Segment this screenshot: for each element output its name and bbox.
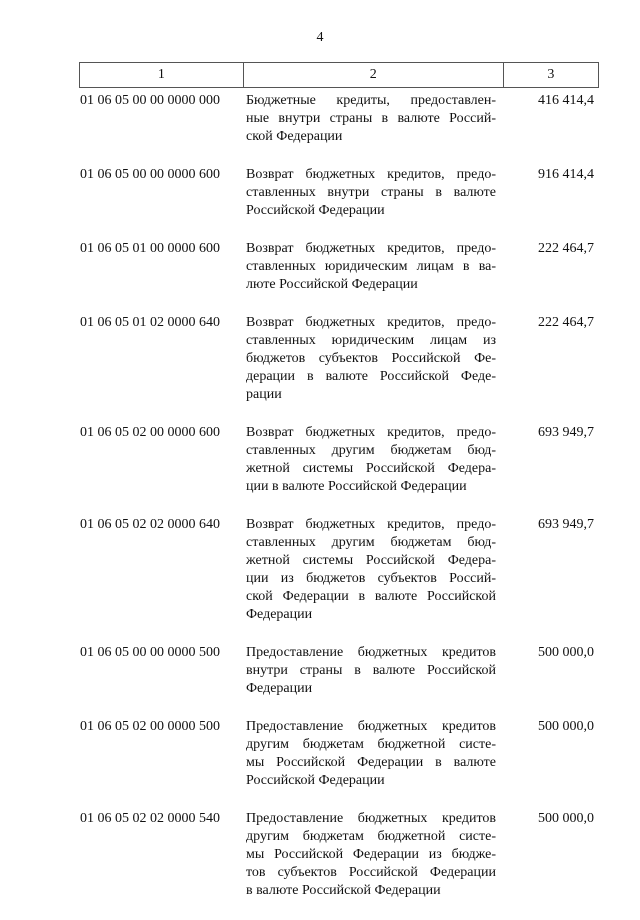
description-line: Бюджетные кредиты, предоставлен-: [246, 93, 496, 108]
description-line: мы Российской Федерации в валюте: [246, 755, 496, 770]
column-header-3: 3: [503, 63, 598, 88]
description-line: ставленных юридическим лицам из: [246, 333, 496, 348]
amount-value: 500 000,0: [538, 811, 594, 826]
item-description: [246, 240, 496, 294]
table-row: [80, 516, 600, 624]
amount-value: 500 000,0: [538, 719, 594, 734]
item-description: [246, 644, 496, 698]
description-line: Предоставление бюджетных кредитов: [246, 811, 496, 826]
item-description: [246, 810, 496, 900]
description-line: Возврат бюджетных кредитов, предо-: [246, 315, 496, 330]
description-line: Возврат бюджетных кредитов, предо-: [246, 241, 496, 256]
description-line: другим бюджетам бюджетной систе-: [246, 737, 496, 752]
table-row: [80, 644, 600, 698]
description-line: люте Российской Федерации: [246, 277, 418, 292]
description-line: Возврат бюджетных кредитов, предо-: [246, 167, 496, 182]
description-line: Возврат бюджетных кредитов, предо-: [246, 425, 496, 440]
description-line: жетной системы Российской Федера-: [246, 553, 496, 568]
description-line: Федерации: [246, 607, 313, 622]
amount-value: 500 000,0: [538, 645, 594, 660]
item-description: [246, 516, 496, 624]
description-line: дерации в валюте Российской Феде-: [246, 369, 496, 384]
description-line: рации: [246, 387, 282, 402]
budget-code: 01 06 05 02 00 0000 600: [80, 425, 220, 440]
description-line: Возврат бюджетных кредитов, предо-: [246, 517, 496, 532]
table-row: [80, 810, 600, 900]
amount-value: 693 949,7: [538, 517, 594, 532]
description-line: Федерации: [246, 681, 313, 696]
amount-value: 916 414,4: [538, 167, 594, 182]
table-body: [80, 92, 600, 920]
item-description: [246, 718, 496, 790]
description-line: ставленных юридическим лицам в ва-: [246, 259, 496, 274]
description-line: ции в валюте Российской Федерации: [246, 479, 467, 494]
description-line: в валюте Российской Федерации: [246, 883, 441, 898]
description-line: мы Российской Федерации из бюдже-: [246, 847, 496, 862]
description-line: ской Федерации: [246, 129, 343, 144]
budget-code: 01 06 05 02 00 0000 500: [80, 719, 220, 734]
amount-value: 416 414,4: [538, 93, 594, 108]
table-row: [80, 314, 600, 404]
column-header-2: 2: [243, 63, 503, 88]
item-description: [246, 424, 496, 496]
budget-code: 01 06 05 02 02 0000 540: [80, 811, 220, 826]
column-header-1: 1: [80, 63, 244, 88]
description-line: Российской Федерации: [246, 773, 385, 788]
description-line: ции из бюджетов субъектов Россий-: [246, 571, 496, 586]
budget-code: 01 06 05 02 02 0000 640: [80, 517, 220, 532]
item-description: [246, 314, 496, 404]
budget-code: 01 06 05 00 00 0000 600: [80, 167, 220, 182]
budget-code: 01 06 05 00 00 0000 500: [80, 645, 220, 660]
description-line: Российской Федерации: [246, 203, 385, 218]
description-line: Предоставление бюджетных кредитов: [246, 719, 496, 734]
page-number: 4: [316, 30, 324, 45]
amount-value: 222 464,7: [538, 241, 594, 256]
table-header-row: [80, 63, 599, 88]
table-row: [80, 166, 600, 220]
description-line: ставленных внутри страны в валюте: [246, 185, 496, 200]
amount-value: 222 464,7: [538, 315, 594, 330]
description-line: другим бюджетам бюджетной систе-: [246, 829, 496, 844]
description-line: Предоставление бюджетных кредитов: [246, 645, 496, 660]
description-line: ской Федерации в валюте Российской: [246, 589, 496, 604]
description-line: внутри страны в валюте Российской: [246, 663, 496, 678]
table-row: [80, 718, 600, 790]
description-line: тов субъектов Российской Федерации: [246, 865, 496, 880]
table-header: [79, 62, 599, 88]
description-line: ные внутри страны в валюте Россий-: [246, 111, 496, 126]
amount-value: 693 949,7: [538, 425, 594, 440]
item-description: [246, 166, 496, 220]
table-row: [80, 240, 600, 294]
budget-code: 01 06 05 00 00 0000 000: [80, 93, 220, 108]
table-row: [80, 92, 600, 146]
table-row: [80, 424, 600, 496]
budget-code: 01 06 05 01 02 0000 640: [80, 315, 220, 330]
budget-code: 01 06 05 01 00 0000 600: [80, 241, 220, 256]
description-line: жетной системы Российской Федера-: [246, 461, 496, 476]
description-line: ставленных другим бюджетам бюд-: [246, 535, 496, 550]
description-line: ставленных другим бюджетам бюд-: [246, 443, 496, 458]
item-description: [246, 92, 496, 146]
description-line: бюджетов субъектов Российской Фе-: [246, 351, 496, 366]
